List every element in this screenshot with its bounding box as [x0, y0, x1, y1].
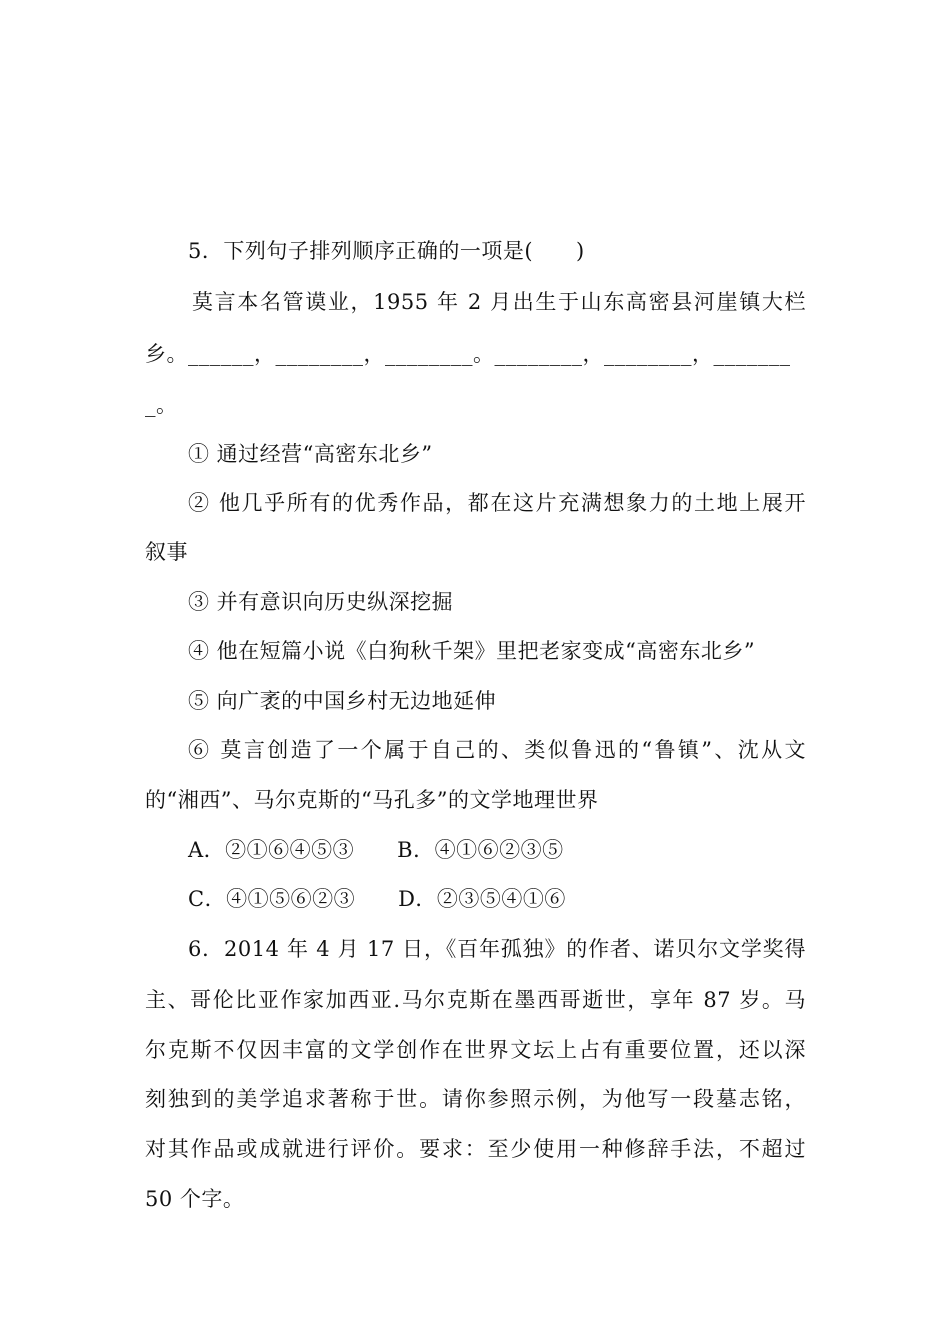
- q5-item-4: ④ 他在短篇小说《白狗秋千架》里把老家变成“高密东北乡”: [188, 639, 756, 663]
- q5-passage-line2: 乡。______，________，________。________，________，_______: [145, 342, 791, 366]
- q5-item-5: ⑤ 向广袤的中国乡村无边地延伸: [188, 689, 497, 713]
- q5-item-2: ② 他几乎所有的优秀作品，都在这片充满想象力的土地上展开: [188, 491, 806, 515]
- q5-item-6-cont: 的“湘西”、马尔克斯的“马孔多”的文学地理世界: [145, 788, 599, 812]
- q5-options-row2: C．④①⑤⑥②③ D．②③⑤④①⑥: [188, 887, 566, 911]
- q5-passage-line3: _。: [145, 393, 178, 417]
- q6-line3: 尔克斯不仅因丰富的文学创作在世界文坛上占有重要位置，还以深: [145, 1038, 806, 1062]
- q5-item-2-cont: 叙事: [145, 540, 188, 564]
- q5-item-3: ③ 并有意识向历史纵深挖掘: [188, 590, 454, 614]
- q5-passage-line1: 莫言本名管谟业，1955 年 2 月出生于山东高密县河崖镇大栏: [192, 290, 806, 314]
- q5-stem: 5．下列句子排列顺序正确的一项是( ): [188, 239, 585, 263]
- q6-line6: 50 个字。: [145, 1187, 245, 1211]
- q6-line2: 主、哥伦比亚作家加西亚.马尔克斯在墨西哥逝世，享年 87 岁。马: [145, 988, 806, 1012]
- q5-item-6: ⑥ 莫言创造了一个属于自己的、类似鲁迅的“鲁镇”、沈从文: [188, 738, 806, 762]
- q5-item-1: ① 通过经营“高密东北乡”: [188, 442, 433, 466]
- q5-options-row1: A．②①⑥④⑤③ B．④①⑥②③⑤: [188, 838, 564, 862]
- q6-line5: 对其作品或成就进行评价。要求：至少使用一种修辞手法，不超过: [145, 1137, 806, 1161]
- q6-line1: 6．2014 年 4 月 17 日，《百年孤独》的作者、诺贝尔文学奖得: [188, 937, 806, 961]
- q6-line4: 刻独到的美学追求著称于世。请你参照示例，为他写一段墓志铭，: [145, 1087, 806, 1111]
